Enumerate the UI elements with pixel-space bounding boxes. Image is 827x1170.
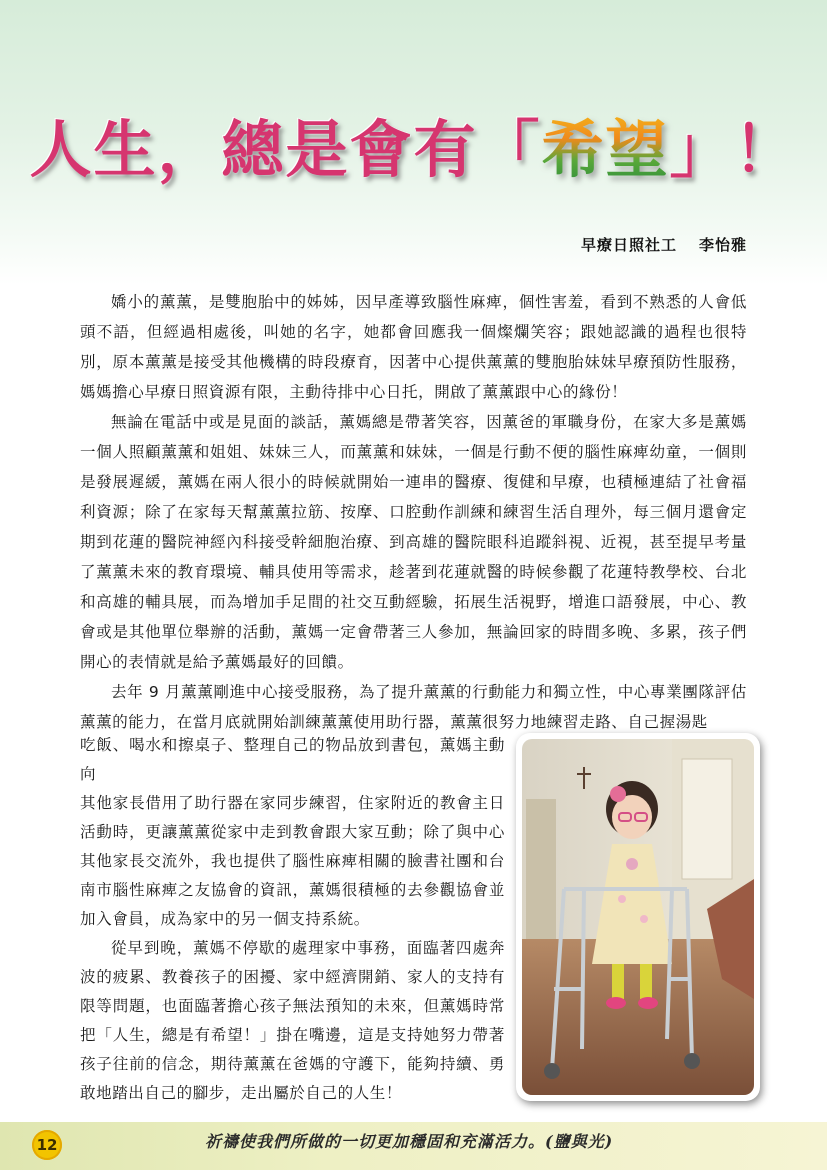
author-name: 李怡雅 (698, 236, 747, 254)
paragraph-2: 無論在電話中或是見面的談話，薰媽總是帶著笑容，因薰爸的軍職身份，在家大多是薰媽一個人照顧薰薰和姐姐、妹妹三人，而薰薰和妹妹，一個是行動不便的腦性麻痺幼童，一個則是發展遲緩，薰媽在兩人很小的時候就開始一連串的醫療、復健和早療，也積極連結了社會福利資源；除了在家每天幫薰薰拉筋、按摩、口腔動作訓練和練習生活自理外，每三個月還會定期到花蓮的醫院神經內科接受幹細胞治療、到高雄的醫院眼科追蹤斜視、近視，甚至提早考量了薰薰未來的教育環境、輔具使用等需求，趁著到花蓮就醫的時候參觀了花蓮特教學校、台北和高雄的輔具展，而為增加手足間的社交互動經驗，拓展生活視野，增進口語發展，中心、教會或是其他單位舉辦的活動，薰媽一定會帶著三人參加，無論回家的時間多晚、多累，孩子們開心的表情就是給予薰媽最好的回饋。 (80, 413, 747, 671)
footer-quote: 祈禱使我們所做的一切更加穩固和充滿活力。(鹽與光) (205, 1132, 614, 1151)
article-title (0, 100, 827, 200)
title-part-2: 」！ (669, 113, 798, 186)
paragraph-3-tail: 其他家長借用了助行器在家同步練習，住家附近的教會主日活動時，更讓薰薰從家中走到教會跟大家互動；除了與中心其他家長交流外，我也提供了腦性麻痺相關的臉書社團和台南市腦性麻痺之友協會的資訊，薰媽很積極的去參觀協會並加入會員，成為家中的另一個支持系統。 (80, 794, 505, 928)
article-photo (516, 733, 760, 1101)
paragraph-1: 嬌小的薰薰，是雙胞胎中的姊姊，因早產導致腦性麻痺，個性害羞，看到不熟悉的人會低頭不語，但經過相處後，叫她的名字，她都會回應我一個燦爛笑容；跟她認識的過程也很特別，原本薰薰是接受其他機構的時段療育，因著中心提供薰薰的雙胞胎妹妹早療預防性服務，媽媽擔心早療日照資源有限，主動待排中心日托，開啟了薰薰跟中心的緣份！ (80, 293, 747, 401)
title-highlight-hope: 希望 (541, 113, 670, 186)
title-part-1: 人生，總是會有「 (29, 113, 542, 186)
paragraph-4: 從早到晚，薰媽不停歇的處理家中事務，面臨著四處奔波的疲累、教養孩子的困擾、家中經濟開銷、家人的支持有限等問題，也面臨著擔心孩子無法預知的未來，但薰媽時常把「人生，總是有希望！」掛在嘴邊，這是支持她努力帶著孩子往前的信念，期待薰薰在爸媽的守護下，能夠持續、勇敢地踏出自己的腳步，走出屬於自己的人生！ (80, 939, 505, 1102)
page-number-badge: 12 (32, 1130, 62, 1160)
paragraph-3: 去年 9 月薰薰剛進中心接受服務，為了提升薰薰的行動能力和獨立性，中心專業團隊評估薰薰的能力，在當月底就開始訓練薰薰使用助行器，薰薰很努力地練習走路、自己握湯匙 (80, 683, 747, 731)
article-body-wrapped (80, 731, 505, 1108)
child-with-walker-photo (522, 739, 754, 1095)
paragraph-3-continued: 吃飯、喝水和擦桌子、整理自己的物品放到書包，薰媽主動向 (80, 736, 505, 783)
author-role: 早療日照社工 (580, 236, 677, 254)
article-body (80, 287, 747, 737)
author-byline (581, 234, 747, 255)
